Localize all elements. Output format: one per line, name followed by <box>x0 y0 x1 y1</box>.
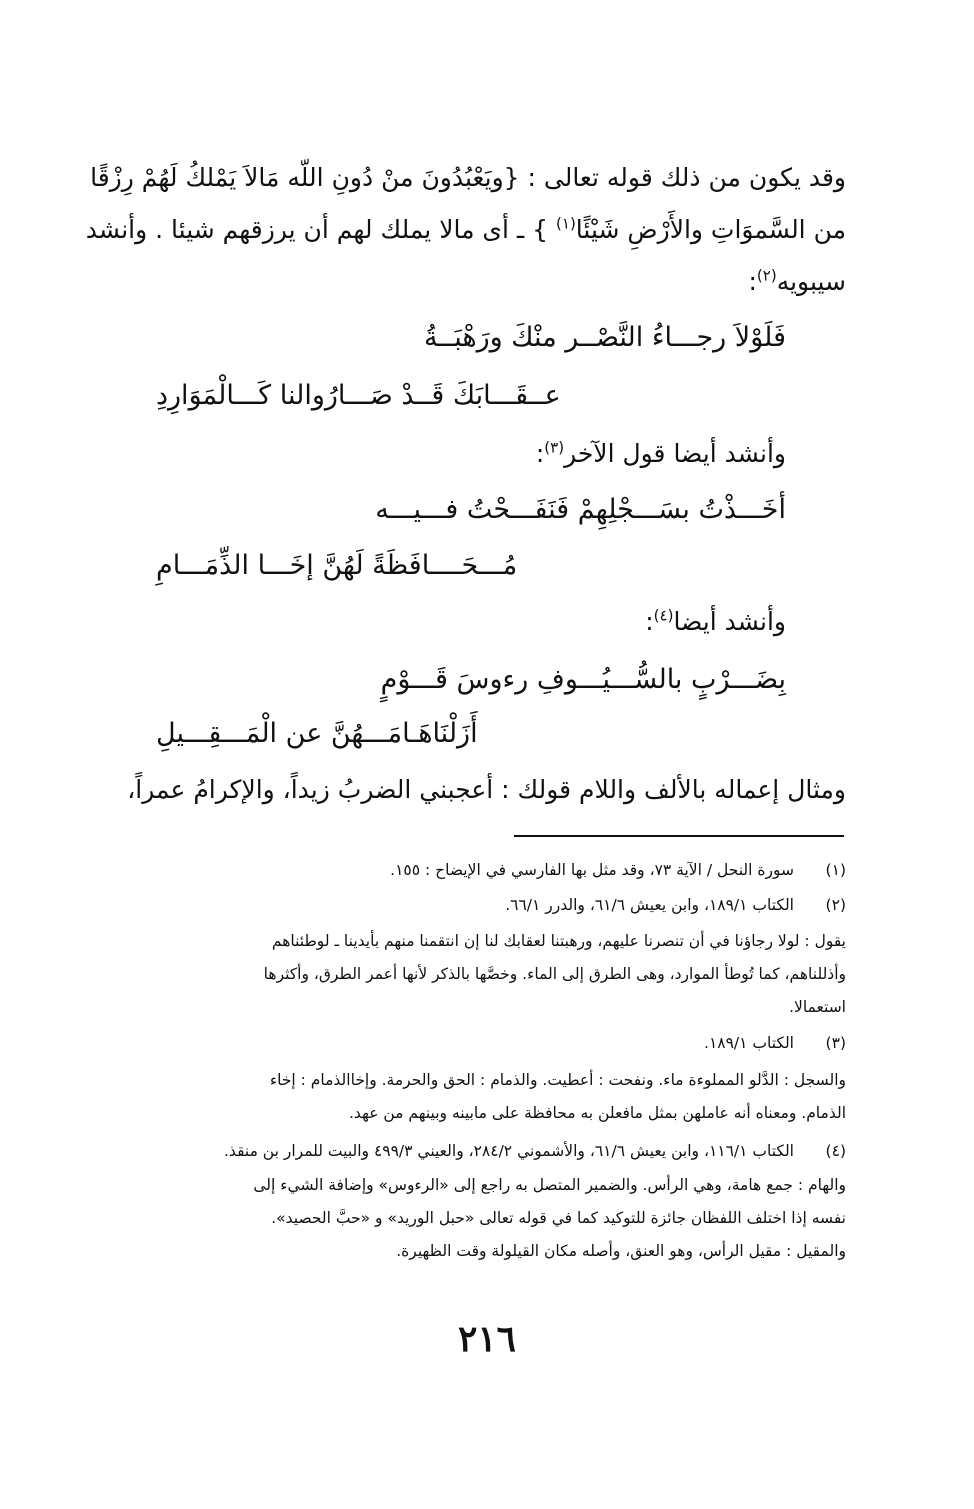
footnote-2-explanation-line-1: يقول : لولا رجاؤنا في أن تنصرنا عليهم، ورهبتنا لعقابك لنا إن انتقمنا منهم بأيدينا ـ لوطئناهم <box>271 932 846 950</box>
footnote-4-explanation-line-2: نفسه إذا اختلف اللفظان جائزة للتوكيد كما في قوله تعالى «حبل الوريد» و «حبَّ الحصيد». <box>271 1209 846 1227</box>
verse-3-first-hemistich: بِضَـــرْبٍ بالسُّـــيُـــوفِ رءوسَ قَـــوْمٍ <box>380 664 786 695</box>
footnote-separator <box>514 835 844 837</box>
footnote-number: (٢) <box>825 896 846 914</box>
body-line-2 <box>85 210 846 250</box>
body-line-2-end: } ـ أى مالا يملك لهم أن يرزقهم شيئا . وأنشد <box>85 215 549 244</box>
body-line-last: ومثال إعماله بالألف واللام قولك : أعجبني الضربُ زيداً، والإكرامُ عمراً، <box>127 775 846 804</box>
verse-3-second-hemistich: أَزَلْنَاهَـامَـــهُنَّ عن الْمَـــقِـــيلِ <box>156 718 478 749</box>
footnote-ref-4: (٤) <box>653 606 674 625</box>
footnote-text: سورة النحل / الآية ٧٣، وقد مثل بها الفارسي في الإيضاح : ١٥٥. <box>390 861 794 879</box>
footnote-2-explanation-line-3: استعمالا. <box>789 998 846 1016</box>
verse-2-intro-text: وأنشد أيضا قول الآخر <box>564 439 786 468</box>
body-line-2-start: من السَّموَاتِ والأَرْضِ شَيْئًا <box>575 215 846 244</box>
footnote-number: (٤) <box>825 1142 846 1160</box>
footnote-4-explanation-line-3: والمقيل : مقيل الرأس، وهو العنق، وأصله مكان القيلولة وقت الظهيرة. <box>396 1242 846 1260</box>
footnote-text: الكتاب ١١٦/١، وابن يعيش ٦١/٦، والأشموني ٢٨٤/٢، والعيني ٤٩٩/٣ والبيت للمرار بن منقذ. <box>224 1142 794 1160</box>
footnote-text: الكتاب ١٨٩/١. <box>704 1034 794 1052</box>
footnote-ref-3: (٣) <box>544 438 565 457</box>
verse-2-intro-colon: : <box>535 439 545 468</box>
verse-2-first-hemistich: أخَـــذْتُ بسَـــجْلِهِمْ فَنَفَـــحْتُ فـــيـــه <box>375 494 786 525</box>
verse-2-second-hemistich: مُـــحَــــافَظَةً لَهُنَّ إخَـــا الذِّمَـــامِ <box>156 550 518 581</box>
footnote-text: الكتاب ١٨٩/١، وابن يعيش ٦١/٦، والدرر ٦٦/١. <box>505 896 794 914</box>
verse-2-intro <box>536 434 786 474</box>
verse-1-first-hemistich: فَلَوْلاَ رجـــاءُ النَّصْــر منْكَ ورَهْبَــةُ <box>423 322 786 353</box>
footnote-ref-1: (١) <box>556 214 576 233</box>
body-line-1: وقد يكون من ذلك قوله تعالى : {ويَعْبُدُونَ منْ دُونِ اللّه مَالاَ يَمْلكُ لَهُمْ رِزْقًا <box>90 163 846 192</box>
footnote-number: (١) <box>825 861 846 879</box>
footnote-2-explanation-line-2: وأذللناهم، كما تُوطأ الموارد، وهى الطرق إلى الماء. وخصَّها بالذكر لأنها أعمر الطرق، وأكثرها <box>263 965 846 983</box>
body-line-3 <box>130 262 846 302</box>
body-line-3-word: سيبويه <box>776 267 846 296</box>
page-number: ٢١٦ <box>457 1318 516 1360</box>
footnote-ref-2: (٢) <box>756 266 777 285</box>
verse-3-intro-colon: : <box>645 607 654 636</box>
verse-3-intro <box>645 602 786 642</box>
verse-3-intro-text: وأنشد أيضا <box>673 607 786 636</box>
footnote-3-explanation-line-1: والسجل : الدَّلو المملوءة ماء. ونفحت : أعطيت. والذمام : الحق والحرمة. وإخاالذمام : إخاء <box>269 1071 846 1089</box>
body-line-3-colon: : <box>748 267 757 296</box>
verse-1-second-hemistich: عــقَـــابَكَ قَــدْ صَـــارُوالنا كَـــالْمَوَارِدِ <box>156 380 561 411</box>
footnote-number: (٣) <box>825 1034 846 1052</box>
footnote-4-explanation-line-1: والهام : جمع هامة، وهي الرأس. والضمير المتصل به راجع إلى «الرءوس» وإضافة الشيء إلى <box>253 1176 846 1194</box>
footnote-3-explanation-line-2: الذمام. ومعناه أنه عاملهن بمثل مافعلن به محافظة على مابينه وبينهم من عهد. <box>349 1104 846 1122</box>
